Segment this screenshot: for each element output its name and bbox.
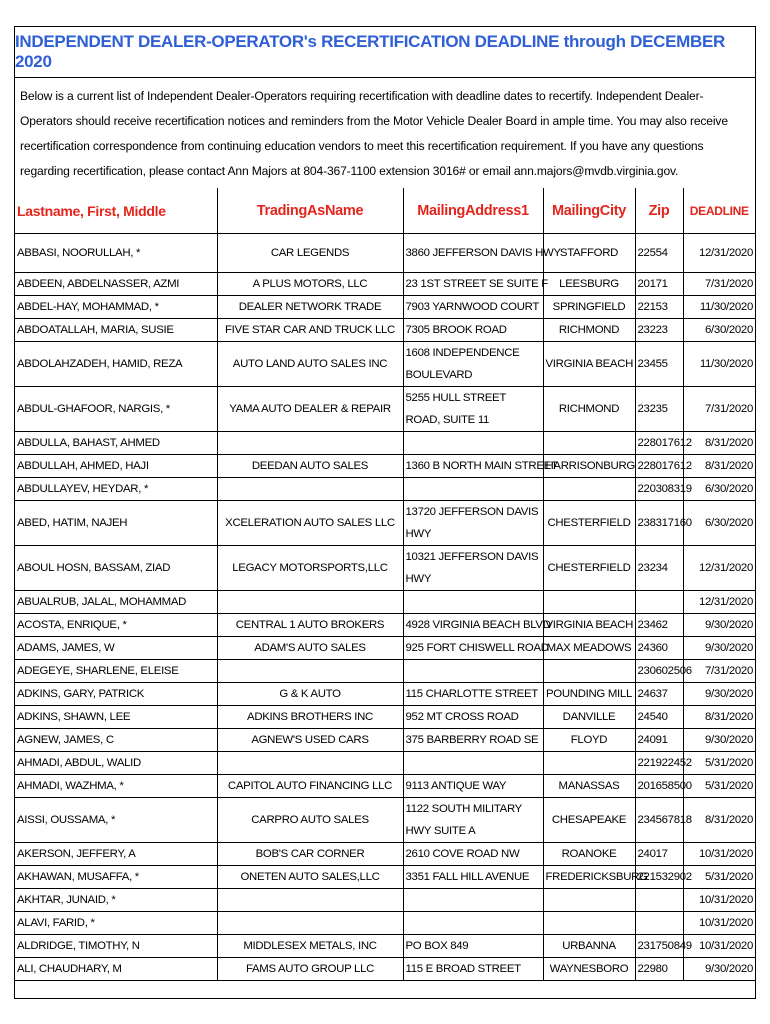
cell-zip: 23455 [635,342,683,387]
header-row [15,188,755,234]
cell-mailing-city: MANASSAS [543,775,635,798]
cell-mailing-city [543,478,635,501]
table-row [15,319,755,342]
cell-name: AKHTAR, JUNAID, * [15,889,217,912]
cell-trading-as: MIDDLESEX METALS, INC [217,935,403,958]
cell-mailing-city: LEESBURG [543,273,635,296]
table-row [15,591,755,614]
dealer-table [15,188,755,981]
cell-mailing-city: RICHMOND [543,319,635,342]
cell-name: ABED, HATIM, NAJEH [15,501,217,546]
cell-mailing-address: 9113 ANTIQUE WAY [403,775,543,798]
cell-name: ADEGEYE, SHARLENE, ELEISE [15,660,217,683]
header-mailing-address: MailingAddress1 [403,188,543,234]
cell-trading-as [217,660,403,683]
cell-deadline: 11/30/2020 [683,296,755,319]
cell-name: ALDRIDGE, TIMOTHY, N [15,935,217,958]
header-zip: Zip [635,188,683,234]
cell-mailing-city: FLOYD [543,729,635,752]
cell-name: ABOUL HOSN, BASSAM, ZIAD [15,546,217,591]
cell-mailing-city: URBANNA [543,935,635,958]
cell-deadline: 5/31/2020 [683,775,755,798]
cell-zip: 23235 [635,387,683,432]
cell-mailing-city: RICHMOND [543,387,635,432]
cell-trading-as: ONETEN AUTO SALES,LLC [217,866,403,889]
cell-zip: 20171 [635,273,683,296]
cell-zip: 201658500 [635,775,683,798]
cell-mailing-address [403,889,543,912]
cell-trading-as: CAPITOL AUTO FINANCING LLC [217,775,403,798]
cell-zip: 221532902 [635,866,683,889]
cell-mailing-address: 3351 FALL HILL AVENUE [403,866,543,889]
cell-mailing-city [543,752,635,775]
cell-name: AISSI, OUSSAMA, * [15,798,217,843]
cell-deadline: 8/31/2020 [683,706,755,729]
table-row [15,935,755,958]
cell-name: AHMADI, ABDUL, WALID [15,752,217,775]
table-row [15,843,755,866]
cell-mailing-address: 23 1ST STREET SE SUITE F [403,273,543,296]
cell-mailing-address: 375 BARBERRY ROAD SE [403,729,543,752]
cell-deadline: 5/31/2020 [683,866,755,889]
cell-name: AHMADI, WAZHMA, * [15,775,217,798]
cell-deadline: 7/31/2020 [683,273,755,296]
cell-trading-as: AGNEW'S USED CARS [217,729,403,752]
cell-name: AGNEW, JAMES, C [15,729,217,752]
cell-zip: 22980 [635,958,683,981]
cell-deadline: 9/30/2020 [683,729,755,752]
cell-trading-as: LEGACY MOTORSPORTS,LLC [217,546,403,591]
cell-name: ALI, CHAUDHARY, M [15,958,217,981]
cell-trading-as: CAR LEGENDS [217,234,403,273]
cell-trading-as: CENTRAL 1 AUTO BROKERS [217,614,403,637]
cell-name: ALAVI, FARID, * [15,912,217,935]
cell-deadline: 10/31/2020 [683,889,755,912]
header-trading-as: TradingAsName [217,188,403,234]
cell-trading-as: ADAM'S AUTO SALES [217,637,403,660]
cell-trading-as: YAMA AUTO DEALER & REPAIR [217,387,403,432]
cell-deadline: 12/31/2020 [683,591,755,614]
cell-mailing-city: CHESTERFIELD [543,501,635,546]
cell-mailing-city: SPRINGFIELD [543,296,635,319]
cell-zip: 24540 [635,706,683,729]
cell-deadline: 5/31/2020 [683,752,755,775]
cell-zip: 24017 [635,843,683,866]
cell-zip [635,889,683,912]
cell-mailing-city [543,432,635,455]
cell-mailing-city: CHESAPEAKE [543,798,635,843]
cell-name: ABBASI, NOORULLAH, * [15,234,217,273]
table-row [15,501,755,546]
table-row [15,455,755,478]
cell-zip: 22153 [635,296,683,319]
cell-deadline: 8/31/2020 [683,798,755,843]
cell-name: ABDOLAHZADEH, HAMID, REZA [15,342,217,387]
cell-trading-as: BOB'S CAR CORNER [217,843,403,866]
cell-name: AKHAWAN, MUSAFFA, * [15,866,217,889]
cell-mailing-address: 5255 HULL STREET ROAD, SUITE 11 [403,387,543,432]
table-row [15,234,755,273]
cell-name: ABDULLAYEV, HEYDAR, * [15,478,217,501]
cell-mailing-address: 952 MT CROSS ROAD [403,706,543,729]
cell-mailing-city: STAFFORD [543,234,635,273]
cell-mailing-city: VIRGINIA BEACH [543,614,635,637]
cell-mailing-city: ROANOKE [543,843,635,866]
cell-name: ABDUL-GHAFOOR, NARGIS, * [15,387,217,432]
cell-deadline: 9/30/2020 [683,614,755,637]
cell-zip: 24091 [635,729,683,752]
header-mailing-city: MailingCity [543,188,635,234]
cell-deadline: 6/30/2020 [683,501,755,546]
table-row [15,706,755,729]
cell-zip [635,912,683,935]
cell-mailing-city [543,912,635,935]
cell-trading-as [217,752,403,775]
table-row [15,775,755,798]
cell-deadline: 12/31/2020 [683,546,755,591]
cell-mailing-address: PO BOX 849 [403,935,543,958]
table-row [15,889,755,912]
cell-mailing-address: 115 E BROAD STREET [403,958,543,981]
cell-trading-as [217,432,403,455]
cell-trading-as: XCELERATION AUTO SALES LLC [217,501,403,546]
cell-deadline: 10/31/2020 [683,912,755,935]
recertification-sheet [14,26,756,999]
cell-mailing-city: FREDERICKSBURG [543,866,635,889]
cell-mailing-address: 10321 JEFFERSON DAVIS HWY [403,546,543,591]
cell-mailing-city: HARRISONBURG [543,455,635,478]
cell-name: ABUALRUB, JALAL, MOHAMMAD [15,591,217,614]
cell-name: ADKINS, GARY, PATRICK [15,683,217,706]
cell-deadline: 6/30/2020 [683,478,755,501]
cell-deadline: 7/31/2020 [683,387,755,432]
cell-trading-as: G & K AUTO [217,683,403,706]
cell-name: ABDEEN, ABDELNASSER, AZMI [15,273,217,296]
cell-name: ABDULLA, BAHAST, AHMED [15,432,217,455]
cell-zip: 238317160 [635,501,683,546]
cell-zip: 23223 [635,319,683,342]
cell-zip: 228017612 [635,432,683,455]
cell-name: ABDOATALLAH, MARIA, SUSIE [15,319,217,342]
table-row [15,342,755,387]
cell-deadline: 11/30/2020 [683,342,755,387]
table-row [15,798,755,843]
cell-mailing-city [543,889,635,912]
cell-zip [635,591,683,614]
cell-mailing-address [403,432,543,455]
cell-deadline: 7/31/2020 [683,660,755,683]
cell-name: ABDULLAH, AHMED, HAJI [15,455,217,478]
cell-trading-as [217,912,403,935]
cell-mailing-address [403,591,543,614]
cell-mailing-address: 115 CHARLOTTE STREET [403,683,543,706]
header-deadline: DEADLINE [683,188,755,234]
cell-deadline: 8/31/2020 [683,455,755,478]
cell-deadline: 12/31/2020 [683,234,755,273]
table-row [15,432,755,455]
cell-mailing-city: VIRGINIA BEACH [543,342,635,387]
cell-trading-as: DEALER NETWORK TRADE [217,296,403,319]
cell-mailing-city: CHESTERFIELD [543,546,635,591]
table-row [15,387,755,432]
cell-zip: 221922452 [635,752,683,775]
cell-trading-as [217,889,403,912]
cell-zip: 230602506 [635,660,683,683]
cell-zip: 228017612 [635,455,683,478]
intro-paragraph: Below is a current list of Independent Dealer-Operators requiring recertification with deadline dates to recertify. Independent Dealer-Operators should receive recertification notices and reminders from the Motor Vehicle Dealer Board in ample time. You may also receive recertification correspondence from continuing education vendors to meet this recertification requirement. If you have any questions regarding recertification, please contact Ann Majors at 804-367-1100 extension 3016# or email ann.majors@mvdb.virginia.gov. [15,77,755,188]
cell-mailing-address [403,752,543,775]
cell-mailing-address: 3860 JEFFERSON DAVIS HWY [403,234,543,273]
cell-mailing-address [403,478,543,501]
cell-deadline: 6/30/2020 [683,319,755,342]
cell-mailing-address: 1608 INDEPENDENCE BOULEVARD [403,342,543,387]
cell-mailing-address [403,660,543,683]
table-row [15,614,755,637]
cell-zip: 24360 [635,637,683,660]
cell-trading-as: CARPRO AUTO SALES [217,798,403,843]
cell-deadline: 9/30/2020 [683,958,755,981]
table-row [15,912,755,935]
cell-mailing-city: POUNDING MILL [543,683,635,706]
cell-deadline: 9/30/2020 [683,683,755,706]
cell-zip: 23234 [635,546,683,591]
cell-mailing-city [543,660,635,683]
cell-trading-as: DEEDAN AUTO SALES [217,455,403,478]
cell-zip: 231750849 [635,935,683,958]
cell-zip: 234567818 [635,798,683,843]
cell-mailing-address: 925 FORT CHISWELL ROAD [403,637,543,660]
cell-trading-as [217,591,403,614]
cell-deadline: 10/31/2020 [683,935,755,958]
table-row [15,729,755,752]
cell-deadline: 8/31/2020 [683,432,755,455]
cell-trading-as: FIVE STAR CAR AND TRUCK LLC [217,319,403,342]
cell-name: AKERSON, JEFFERY, A [15,843,217,866]
page-title: INDEPENDENT DEALER-OPERATOR's RECERTIFICATION DEADLINE through DECEMBER 2020 [15,32,725,71]
cell-deadline: 10/31/2020 [683,843,755,866]
cell-name: ADAMS, JAMES, W [15,637,217,660]
table-row [15,683,755,706]
cell-mailing-address: 2610 COVE ROAD NW [403,843,543,866]
cell-mailing-address: 13720 JEFFERSON DAVIS HWY [403,501,543,546]
cell-zip: 22554 [635,234,683,273]
table-row [15,478,755,501]
cell-name: ACOSTA, ENRIQUE, * [15,614,217,637]
cell-mailing-city [543,591,635,614]
cell-deadline: 9/30/2020 [683,637,755,660]
cell-mailing-city: MAX MEADOWS [543,637,635,660]
cell-name: ABDEL-HAY, MOHAMMAD, * [15,296,217,319]
cell-zip: 220308319 [635,478,683,501]
cell-mailing-city: WAYNESBORO [543,958,635,981]
cell-trading-as: A PLUS MOTORS, LLC [217,273,403,296]
cell-mailing-address: 1360 B NORTH MAIN STREET [403,455,543,478]
table-row [15,866,755,889]
table-row [15,637,755,660]
header-name: Lastname, First, Middle [15,188,217,234]
cell-mailing-city: DANVILLE [543,706,635,729]
cell-zip: 24637 [635,683,683,706]
cell-mailing-address [403,912,543,935]
cell-mailing-address: 7903 YARNWOOD COURT [403,296,543,319]
cell-mailing-address: 7305 BROOK ROAD [403,319,543,342]
table-row [15,546,755,591]
cell-trading-as: ADKINS BROTHERS INC [217,706,403,729]
cell-zip: 23462 [635,614,683,637]
cell-mailing-address: 4928 VIRGINIA BEACH BLVD [403,614,543,637]
table-row [15,273,755,296]
table-row [15,752,755,775]
cell-trading-as: AUTO LAND AUTO SALES INC [217,342,403,387]
table-row [15,660,755,683]
cell-mailing-address: 1122 SOUTH MILITARY HWY SUITE A [403,798,543,843]
cell-trading-as [217,478,403,501]
cell-name: ADKINS, SHAWN, LEE [15,706,217,729]
table-row [15,296,755,319]
cell-trading-as: FAMS AUTO GROUP LLC [217,958,403,981]
table-row [15,958,755,981]
